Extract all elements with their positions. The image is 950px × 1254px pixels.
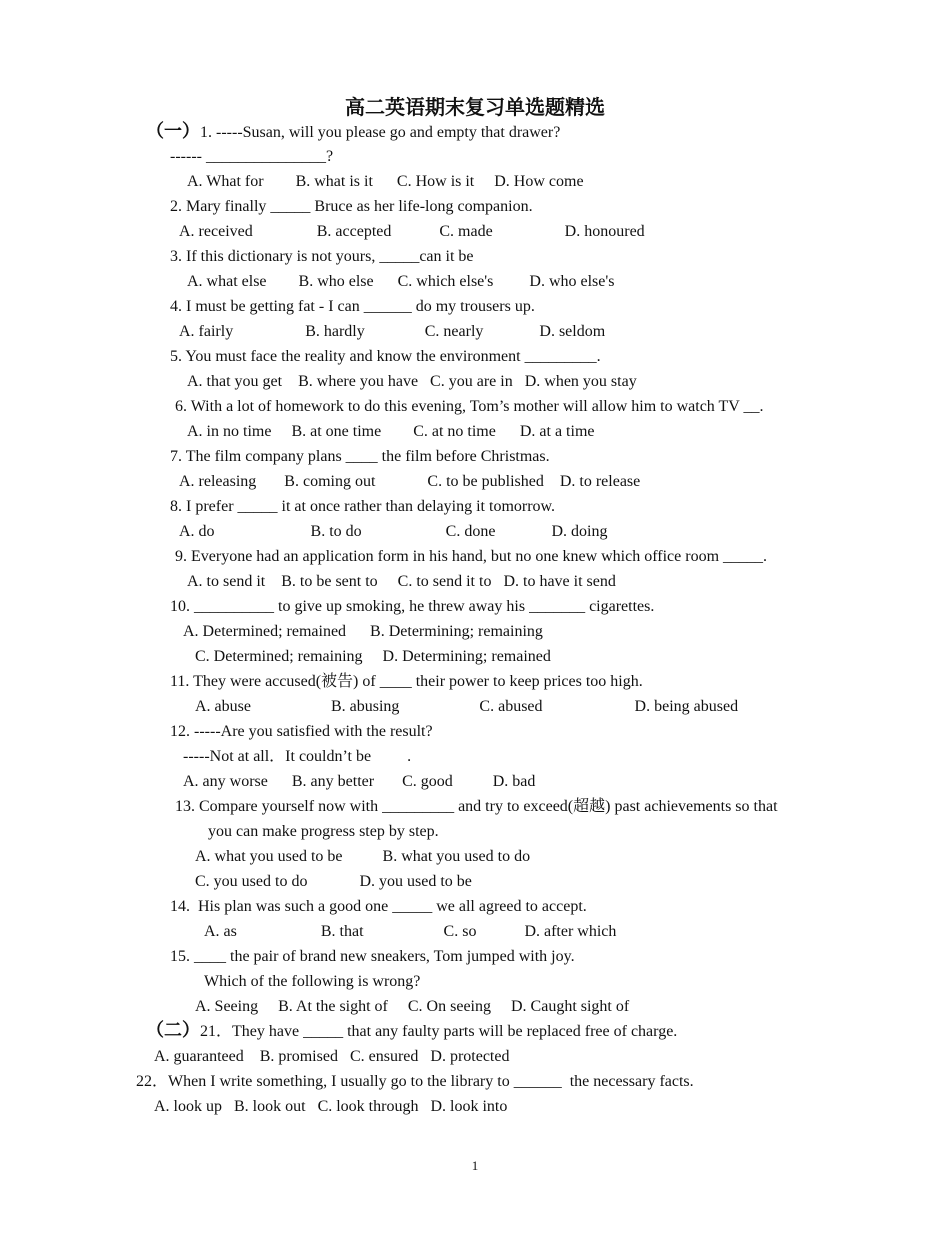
options-line: A. what else B. who else C. which else's D. who else's (187, 273, 615, 290)
options-line: C. Determined; remaining D. Determining; remained (195, 648, 551, 665)
options-line: A. any worse B. any better C. good D. bad (183, 773, 536, 790)
question-line-21 (146, 1021, 677, 1042)
section-marker-1: （一） (146, 121, 200, 142)
question-text: 21．They have _____ that any faulty parts will be replaced free of charge. (200, 1023, 678, 1040)
question-line: 4. I must be getting fat - I can ______ do my trousers up. (170, 298, 535, 315)
options-line: A. in no time B. at one time C. at no time D. at a time (187, 423, 595, 440)
question-continuation: you can make progress step by step. (208, 823, 439, 840)
question-line: 12. -----Are you satisfied with the result? (170, 723, 433, 740)
options-line: C. you used to do D. you used to be (195, 873, 472, 890)
question-line: 15. ____ the pair of brand new sneakers, Tom jumped with joy. (170, 948, 575, 965)
question-line: 9. Everyone had an application form in his hand, but no one knew which office room _____. (175, 548, 768, 565)
options-line: A. as B. that C. so D. after which (204, 923, 617, 940)
question-line: 2. Mary finally _____ Bruce as her life-long companion. (170, 198, 533, 215)
options-line: A. look up B. look out C. look through D. look into (154, 1098, 508, 1115)
options-line: A. do B. to do C. done D. doing (179, 523, 608, 540)
options-line: A. releasing B. coming out C. to be published D. to release (179, 473, 641, 490)
answer-blank-line: ------ _______________? (170, 148, 334, 165)
question-line: 6. With a lot of homework to do this evening, Tom’s mother will allow him to watch TV __. (175, 398, 764, 415)
question-line-1 (146, 122, 560, 143)
question-line: 10. __________ to give up smoking, he threw away his _______ cigarettes. (170, 598, 655, 615)
question-line: 13. Compare yourself now with _________ and try to exceed(超越) past achievements so that (175, 798, 778, 815)
options-line: A. fairly B. hardly C. nearly D. seldom (179, 323, 606, 340)
page-number: 1 (471, 1158, 479, 1173)
options-line: A. What for B. what is it C. How is it D. How come (187, 173, 584, 190)
dialogue-line: -----Not at all．It couldn’t be . (183, 748, 412, 765)
question-line: 3. If this dictionary is not yours, _____can it be (170, 248, 474, 265)
options-line: A. to send it B. to be sent to C. to send it to D. to have it send (187, 573, 616, 590)
question-line: 11. They were accused(被告) of ____ their power to keep prices too high. (170, 673, 643, 690)
options-line: A. Seeing B. At the sight of C. On seeing D. Caught sight of (195, 998, 630, 1015)
question-line: 5. You must face the reality and know the environment _________. (170, 348, 601, 365)
question-line: 7. The film company plans ____ the film before Christmas. (170, 448, 550, 465)
options-line: A. guaranteed B. promised C. ensured D. protected (154, 1048, 510, 1065)
options-line: A. that you get B. where you have C. you are in D. when you stay (187, 373, 637, 390)
options-line: A. abuse B. abusing C. abused D. being abused (195, 698, 739, 715)
question-continuation: Which of the following is wrong? (204, 973, 421, 990)
options-line: A. Determined; remained B. Determining; remaining (183, 623, 543, 640)
question-line: 14. His plan was such a good one _____ we all agreed to accept. (170, 898, 587, 915)
options-line: A. what you used to be B. what you used to do (195, 848, 531, 865)
question-line: 8. I prefer _____ it at once rather than delaying it tomorrow. (170, 498, 556, 515)
options-line: A. received B. accepted C. made D. honoured (179, 223, 645, 240)
question-line: 22．When I write something, I usually go to the library to ______ the necessary facts. (136, 1073, 694, 1090)
document-title: 高二英语期末复习单选题精选 (345, 95, 605, 119)
section-marker-2: （二） (146, 1020, 200, 1041)
question-text: 1. -----Susan, will you please go and empty that drawer? (200, 124, 561, 141)
